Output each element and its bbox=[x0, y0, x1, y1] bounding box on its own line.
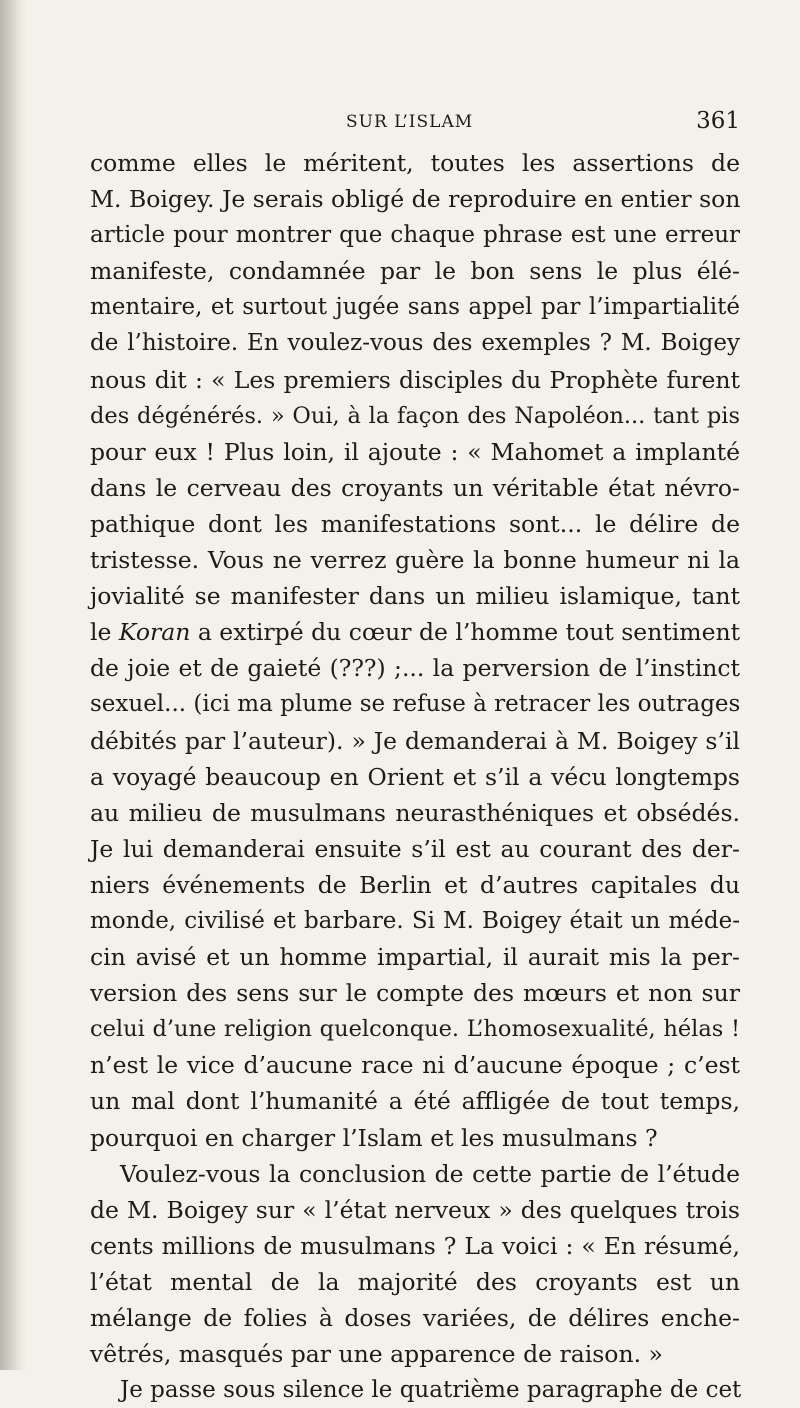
text-line: pourquoi en charger l’Islam et les musulmans ? bbox=[90, 1123, 658, 1152]
text-line: de joie et de gaieté (???) ;... la perversion de l’instinct bbox=[90, 654, 740, 683]
text-line: l’état mental de la majorité des croyants est un bbox=[90, 1267, 740, 1296]
text-line: niers événements de Berlin et d’autres capitales du bbox=[90, 870, 740, 899]
italic-title: Koran bbox=[118, 618, 191, 647]
page-edge-shadow bbox=[0, 0, 26, 1370]
text-line: a voyagé beaucoup en Orient et s’il a vécu longtemps bbox=[90, 762, 740, 791]
text-line: Je lui demanderai ensuite s’il est au courant des der- bbox=[90, 834, 740, 863]
body-text bbox=[90, 145, 740, 1408]
text-line: jovialité se manifester dans un milieu islamique, tant bbox=[90, 582, 740, 611]
text-line: Voulez-vous la conclusion de cette partie de l’étude bbox=[120, 1159, 740, 1188]
text-line: dans le cerveau des croyants un véritable état névro- bbox=[90, 473, 740, 502]
text-span: le bbox=[90, 618, 119, 647]
text-line: de l’histoire. En voulez-vous des exemples ? M. Boigey bbox=[90, 330, 740, 357]
text-line: n’est le vice d’aucune race ni d’aucune époque ; c’est bbox=[90, 1051, 740, 1080]
text-line: monde, civilisé et barbare. Si M. Boigey était un méde- bbox=[90, 907, 740, 934]
text-line bbox=[90, 614, 740, 650]
running-title: SUR L’ISLAM bbox=[346, 112, 474, 132]
text-line: pathique dont les manifestations sont... le délire de bbox=[90, 509, 740, 538]
text-span: a extirpé du cœur de l’homme tout sentiment bbox=[190, 618, 741, 647]
text-line: vêtrés, masqués par une apparence de raison. » bbox=[90, 1340, 663, 1369]
text-line: tristesse. Vous ne verrez guère la bonne humeur ni la bbox=[90, 546, 740, 575]
text-line: au milieu de musulmans neurasthéniques et obsédés. bbox=[90, 798, 740, 827]
text-line: Je passe sous silence le quatrième paragraphe de cet bbox=[120, 1377, 742, 1404]
text-line: sexuel... (ici ma plume se refuse à retracer les outrages bbox=[90, 691, 741, 718]
text-line: débités par l’auteur). » Je demanderai à M. Boigey s’il bbox=[90, 726, 740, 755]
text-line: mélange de folies à doses variées, de délires enche- bbox=[90, 1304, 740, 1332]
text-line: comme elles le méritent, toutes les assertions de bbox=[90, 149, 740, 177]
text-line: pour eux ! Plus loin, il ajoute : « Mahomet a implanté bbox=[90, 437, 740, 466]
page-number: 361 bbox=[696, 108, 740, 134]
text-line: de M. Boigey sur « l’état nerveux » des quelques trois bbox=[90, 1195, 740, 1224]
text-line: nous dit : « Les premiers disciples du Prophète furent bbox=[90, 365, 740, 394]
text-line: un mal dont l’humanité a été affligée de tout temps, bbox=[90, 1087, 740, 1116]
text-line: des dégénérés. » Oui, à la façon des Napoléon... tant pis bbox=[90, 402, 740, 429]
text-line: celui d’une religion quelconque. L’homosexualité, hélas ! bbox=[90, 1016, 740, 1043]
text-line: manifeste, condamnée par le bon sens le plus élé- bbox=[90, 257, 740, 286]
text-line: M. Boigey. Je serais obligé de reproduire en entier son bbox=[90, 185, 741, 214]
text-line: mentaire, et surtout jugée sans appel par l’impartialité bbox=[90, 294, 740, 321]
text-line: version des sens sur le compte des mœurs et non sur bbox=[90, 979, 740, 1008]
text-line: cin avisé et un homme impartial, il aurait mis la per- bbox=[90, 943, 740, 972]
text-line: cents millions de musulmans ? La voici : « En résumé, bbox=[90, 1231, 740, 1260]
page-header bbox=[90, 108, 740, 138]
text-line: article pour montrer que chaque phrase est une erreur bbox=[90, 222, 740, 249]
